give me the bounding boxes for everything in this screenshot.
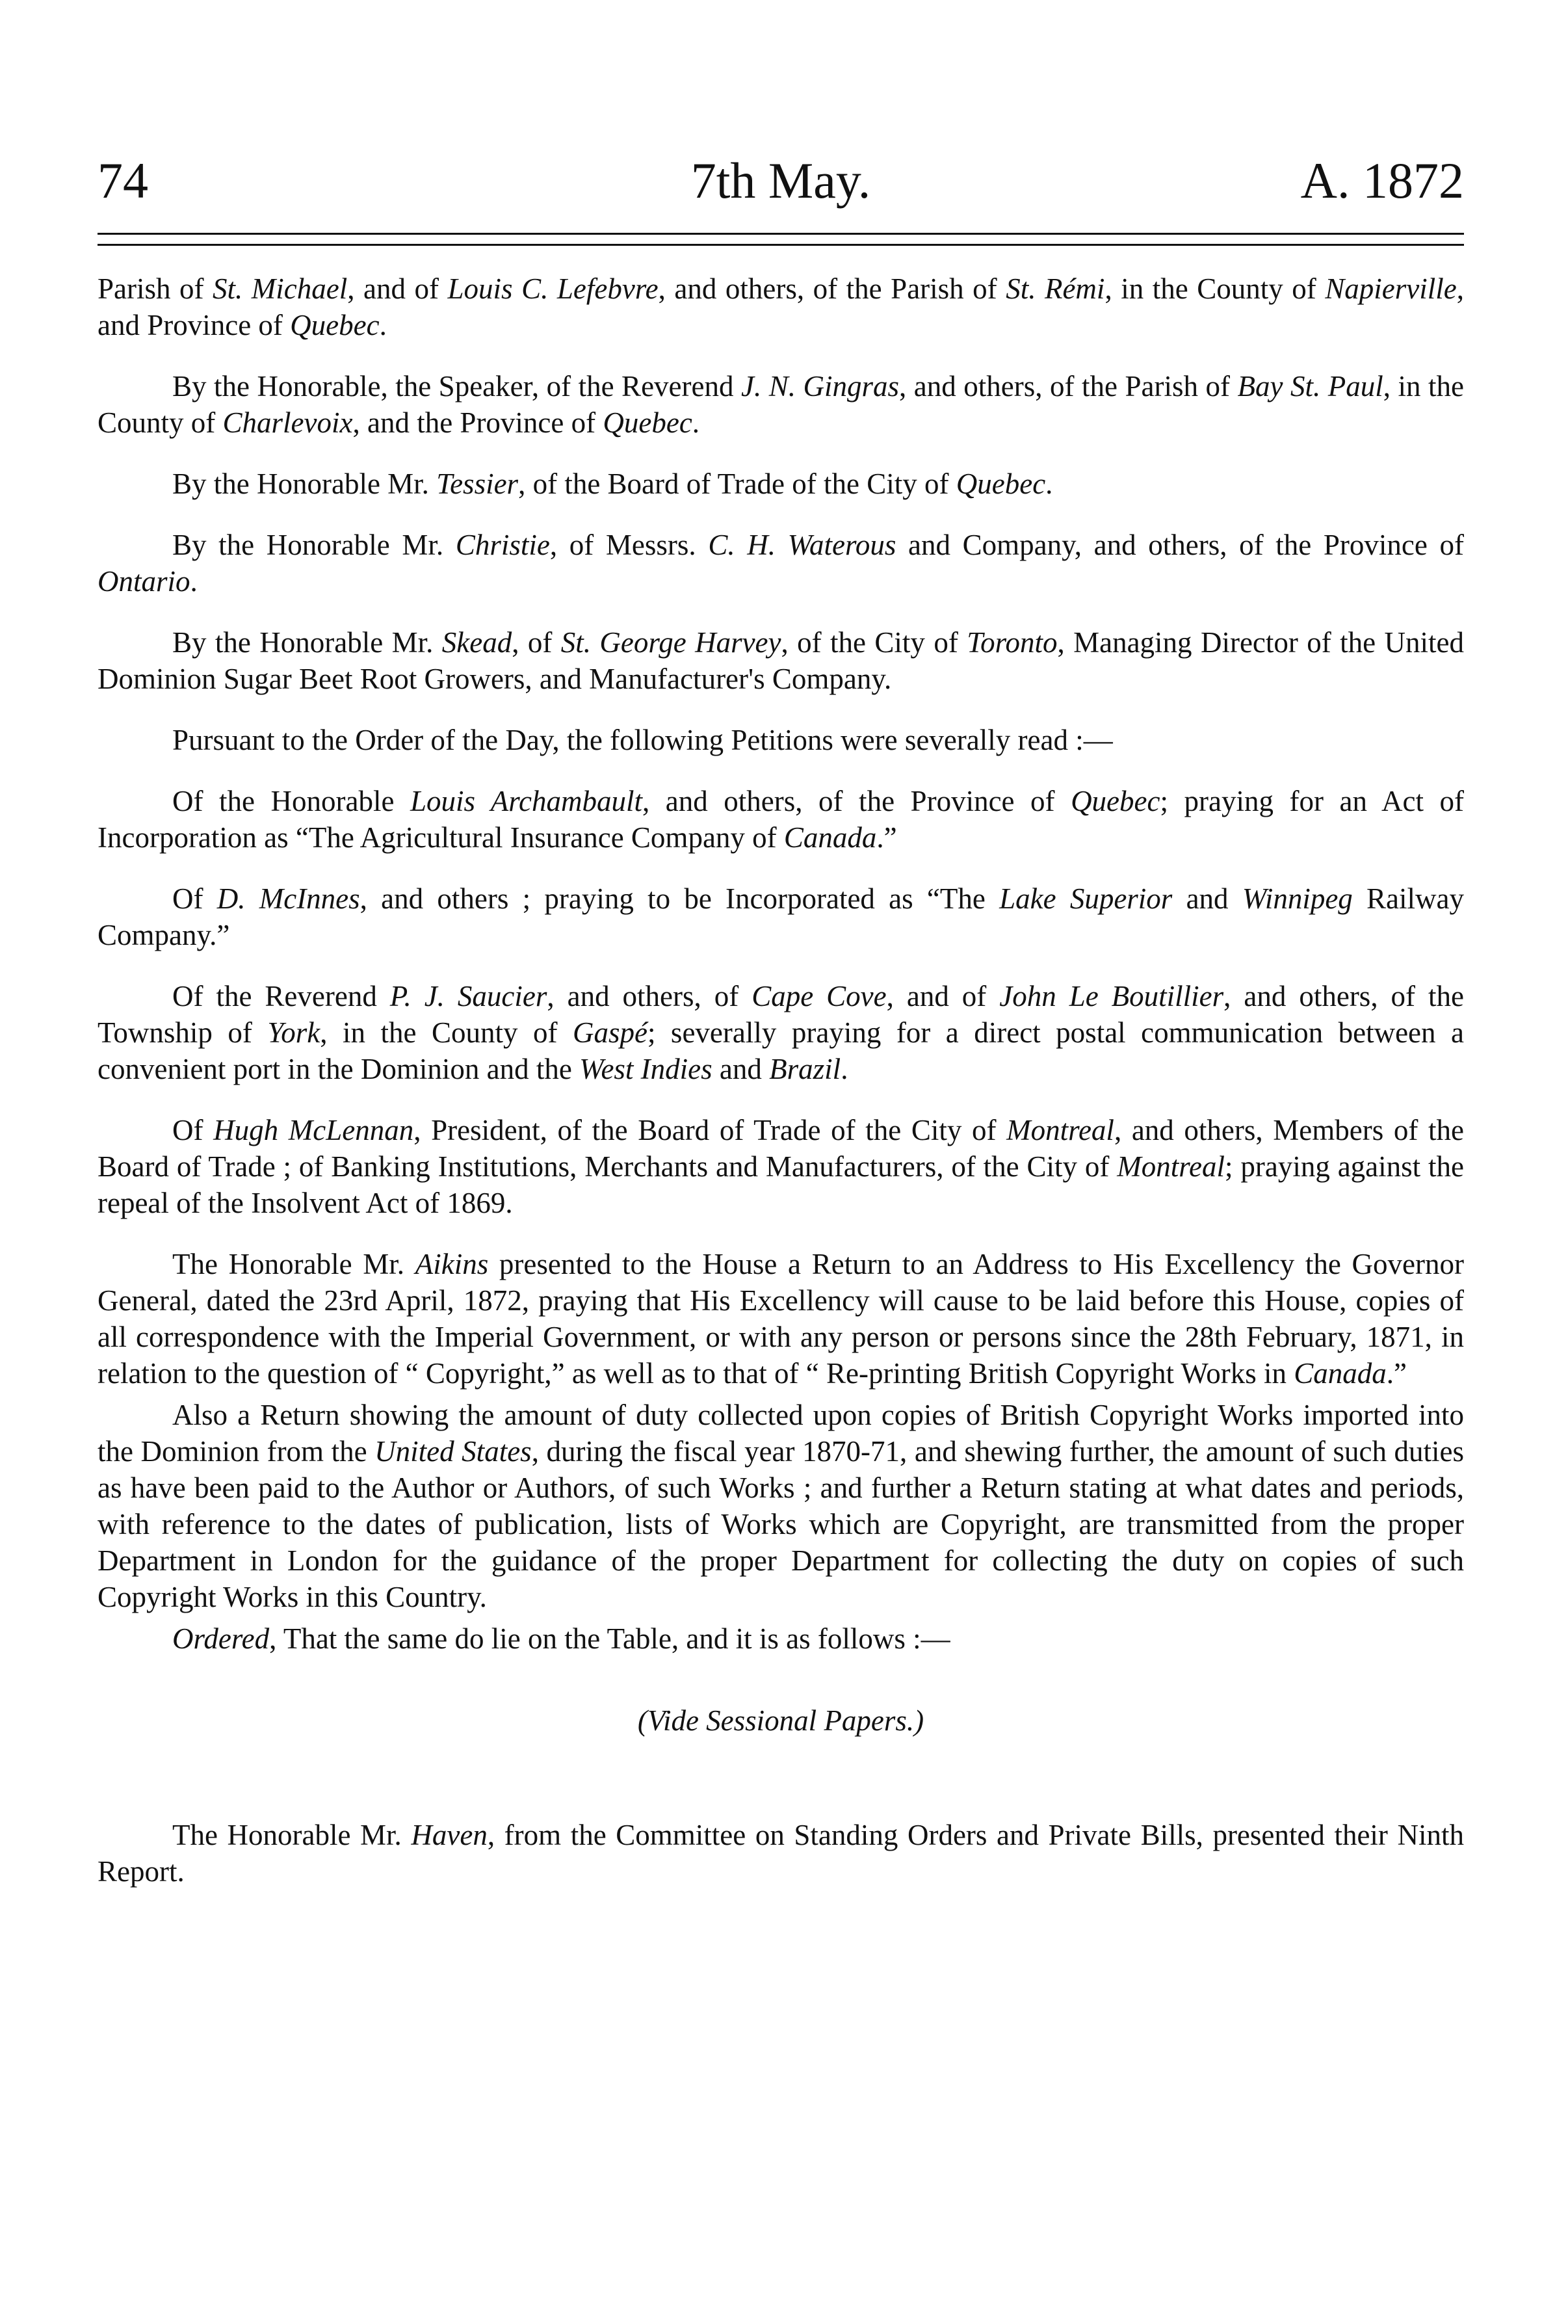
text-run: and Company, and others, of the Province of (896, 529, 1464, 561)
text-run: , of the Board of Trade of the City of (518, 468, 956, 500)
paragraph (98, 1112, 1464, 1221)
text-run: . (190, 565, 198, 598)
text-run: , and the Province of (352, 406, 603, 439)
paragraph (98, 978, 1464, 1087)
paragraph (98, 527, 1464, 600)
italic-text: York (267, 1016, 320, 1049)
italic-text: Montreal (1006, 1114, 1114, 1146)
text-run: , That the same do lie on the Table, and it is as follows :— (269, 1622, 950, 1655)
paragraph (98, 466, 1464, 502)
page-body (98, 271, 1464, 1914)
paragraph (98, 880, 1464, 953)
paragraph (98, 1397, 1464, 1615)
italic-text: Haven (411, 1819, 488, 1851)
text-run: , and others ; praying to be Incorporated as “The (359, 882, 1000, 915)
text-run: , and Province of (98, 272, 1464, 341)
italic-text: Aikins (415, 1248, 489, 1280)
text-run: , in the County of (320, 1016, 573, 1049)
text-run: presented to the House a Return to an Address to His Excellency the Governor General, dated the 23rd April, 1872, praying that His Excellency will cause to be laid before this House, copies of all correspondence with the Imperial Government, or with any person or persons since the 28th February, 1871, in relation to the question of “ Copyright,” as well as to that of “ Re-printing British Copyright Works in (98, 1248, 1464, 1390)
italic-text: C. H. Waterous (708, 529, 896, 561)
italic-text: Ordered (172, 1622, 270, 1655)
italic-text: St. Rémi (1006, 272, 1105, 305)
text-run: .” (1386, 1357, 1407, 1390)
text-run: , in the County of (98, 370, 1464, 439)
italic-text: Gaspé (572, 1016, 647, 1049)
text-run: By the Honorable, the Speaker, of the Reverend (172, 370, 741, 403)
italic-text: Quebec (956, 468, 1046, 500)
text-run: , President, of the Board of Trade of the City of (413, 1114, 1007, 1146)
text-run: , of the City of (781, 626, 967, 659)
text-run: , and others, of the Township of (98, 980, 1464, 1049)
page-header (98, 148, 1464, 213)
italic-text: Lake Superior (999, 882, 1173, 915)
text-run: , and others, of the Parish of (899, 370, 1238, 403)
paragraph (98, 1620, 1464, 1657)
italic-text: Canada (1294, 1357, 1387, 1390)
text-run: , and others, of (547, 980, 752, 1012)
header-rule-bottom (98, 244, 1464, 246)
text-run: Pursuant to the Order of the Day, the following Petitions were severally read :— (172, 724, 1113, 756)
italic-text: Quebec (1071, 785, 1160, 817)
header-rule-top (98, 233, 1464, 235)
text-run: , from the Committee on Standing Orders and Private Bills, presented their Ninth Report. (98, 1819, 1464, 1888)
text-run: . (841, 1053, 848, 1085)
text-run: , and others, Members of the Board of Trade ; of Banking Institutions, Merchants and Manufacturers, of the City of (98, 1114, 1464, 1183)
text-run: By the Honorable Mr. (172, 626, 442, 659)
italic-text: United States (374, 1435, 532, 1468)
italic-text: Brazil (769, 1053, 841, 1085)
italic-text: Toronto (967, 626, 1058, 659)
italic-text: Skead (441, 626, 512, 659)
paragraph (98, 783, 1464, 856)
italic-text: J. N. Gingras (741, 370, 900, 403)
italic-text: Hugh McLennan (213, 1114, 414, 1146)
italic-text: West Indies (579, 1053, 712, 1085)
text-run: Railway Company.” (98, 882, 1465, 951)
text-run: The Honorable Mr. (172, 1819, 412, 1851)
text-run: Of the Honorable (172, 785, 410, 817)
vide-sessional-papers-note (98, 1702, 1464, 1739)
italic-text: Ontario (98, 565, 190, 598)
italic-text: Bay St. Paul (1237, 370, 1383, 403)
text-run: Of the Reverend (172, 980, 390, 1012)
italic-text: D. McInnes (216, 882, 360, 915)
year-label: A. 1872 (1300, 152, 1464, 209)
italic-text: Quebec (603, 406, 692, 439)
text-run: , of Messrs. (549, 529, 709, 561)
text-run: . (692, 406, 700, 439)
italic-text: Christie (455, 529, 550, 561)
text-run: ; praying for an Act of Incorporation as “The Agricultural Insurance Company of (98, 785, 1464, 854)
text-run: , and others, of the Parish of (658, 272, 1006, 305)
text-run: . (379, 309, 387, 341)
text-run: , and of (347, 272, 448, 305)
paragraph (98, 722, 1464, 758)
text-run: , and others, of the Province of (642, 785, 1071, 817)
paragraph (98, 624, 1464, 697)
text-run: (Vide Sessional Papers.) (637, 1704, 924, 1737)
text-run: Of (172, 1114, 214, 1146)
italic-text: Charlevoix (222, 406, 353, 439)
text-run: ; severally praying for a direct postal communication between a convenient port in the Dominion and the (98, 1016, 1464, 1085)
text-run: and (1172, 882, 1242, 915)
italic-text: John Le Boutillier (999, 980, 1224, 1012)
italic-text: Montreal (1117, 1150, 1225, 1183)
italic-text: Canada (783, 821, 877, 854)
italic-text: Louis Archambault (410, 785, 643, 817)
paragraph (98, 271, 1464, 343)
paragraph (98, 1817, 1464, 1890)
date-heading: 7th May. (690, 152, 871, 209)
italic-text: Louis C. Lefebvre (447, 272, 659, 305)
text-run: The Honorable Mr. (172, 1248, 415, 1280)
text-run: , in the County of (1104, 272, 1326, 305)
italic-text: Tessier (436, 468, 519, 500)
text-run: . (1045, 468, 1053, 500)
text-run: , Managing Director of the United Dominion Sugar Beet Root Growers, and Manufacturer's Company. (98, 626, 1464, 695)
italic-text: P. J. Saucier (389, 980, 547, 1012)
text-run: By the Honorable Mr. (172, 529, 456, 561)
italic-text: Cape Cove (751, 980, 887, 1012)
text-run: , of (512, 626, 561, 659)
italic-text: St. George Harvey (560, 626, 781, 659)
italic-text: Winnipeg (1242, 882, 1353, 915)
text-run: .” (876, 821, 897, 854)
text-run: ; praying against the repeal of the Insolvent Act of 1869. (98, 1150, 1465, 1219)
text-run: Of (172, 882, 217, 915)
paragraph (98, 368, 1464, 441)
text-run: Parish of (98, 272, 213, 305)
paragraph (98, 1246, 1464, 1392)
page-number: 74 (98, 152, 148, 209)
italic-text: Napierville (1325, 272, 1457, 305)
text-run: By the Honorable Mr. (172, 468, 437, 500)
italic-text: St. Michael (213, 272, 348, 305)
italic-text: Quebec (290, 309, 380, 341)
text-run: and (712, 1053, 770, 1085)
text-run: , and of (886, 980, 1000, 1012)
text-run: Also a Return showing the amount of duty collected upon copies of British Copyright Works imported into the Dominion from the (98, 1399, 1464, 1468)
text-run: , during the fiscal year 1870-71, and shewing further, the amount of such duties as have been paid to the Author or Authors, of such Works ; and further a Return stating at what dates and periods, with reference to the dates of publication, lists of Works which are Copyright, are transmitted from the proper Department in London for the guidance of the proper Department for collecting the duty on copies of such Copyright Works in this Country. (98, 1435, 1464, 1613)
